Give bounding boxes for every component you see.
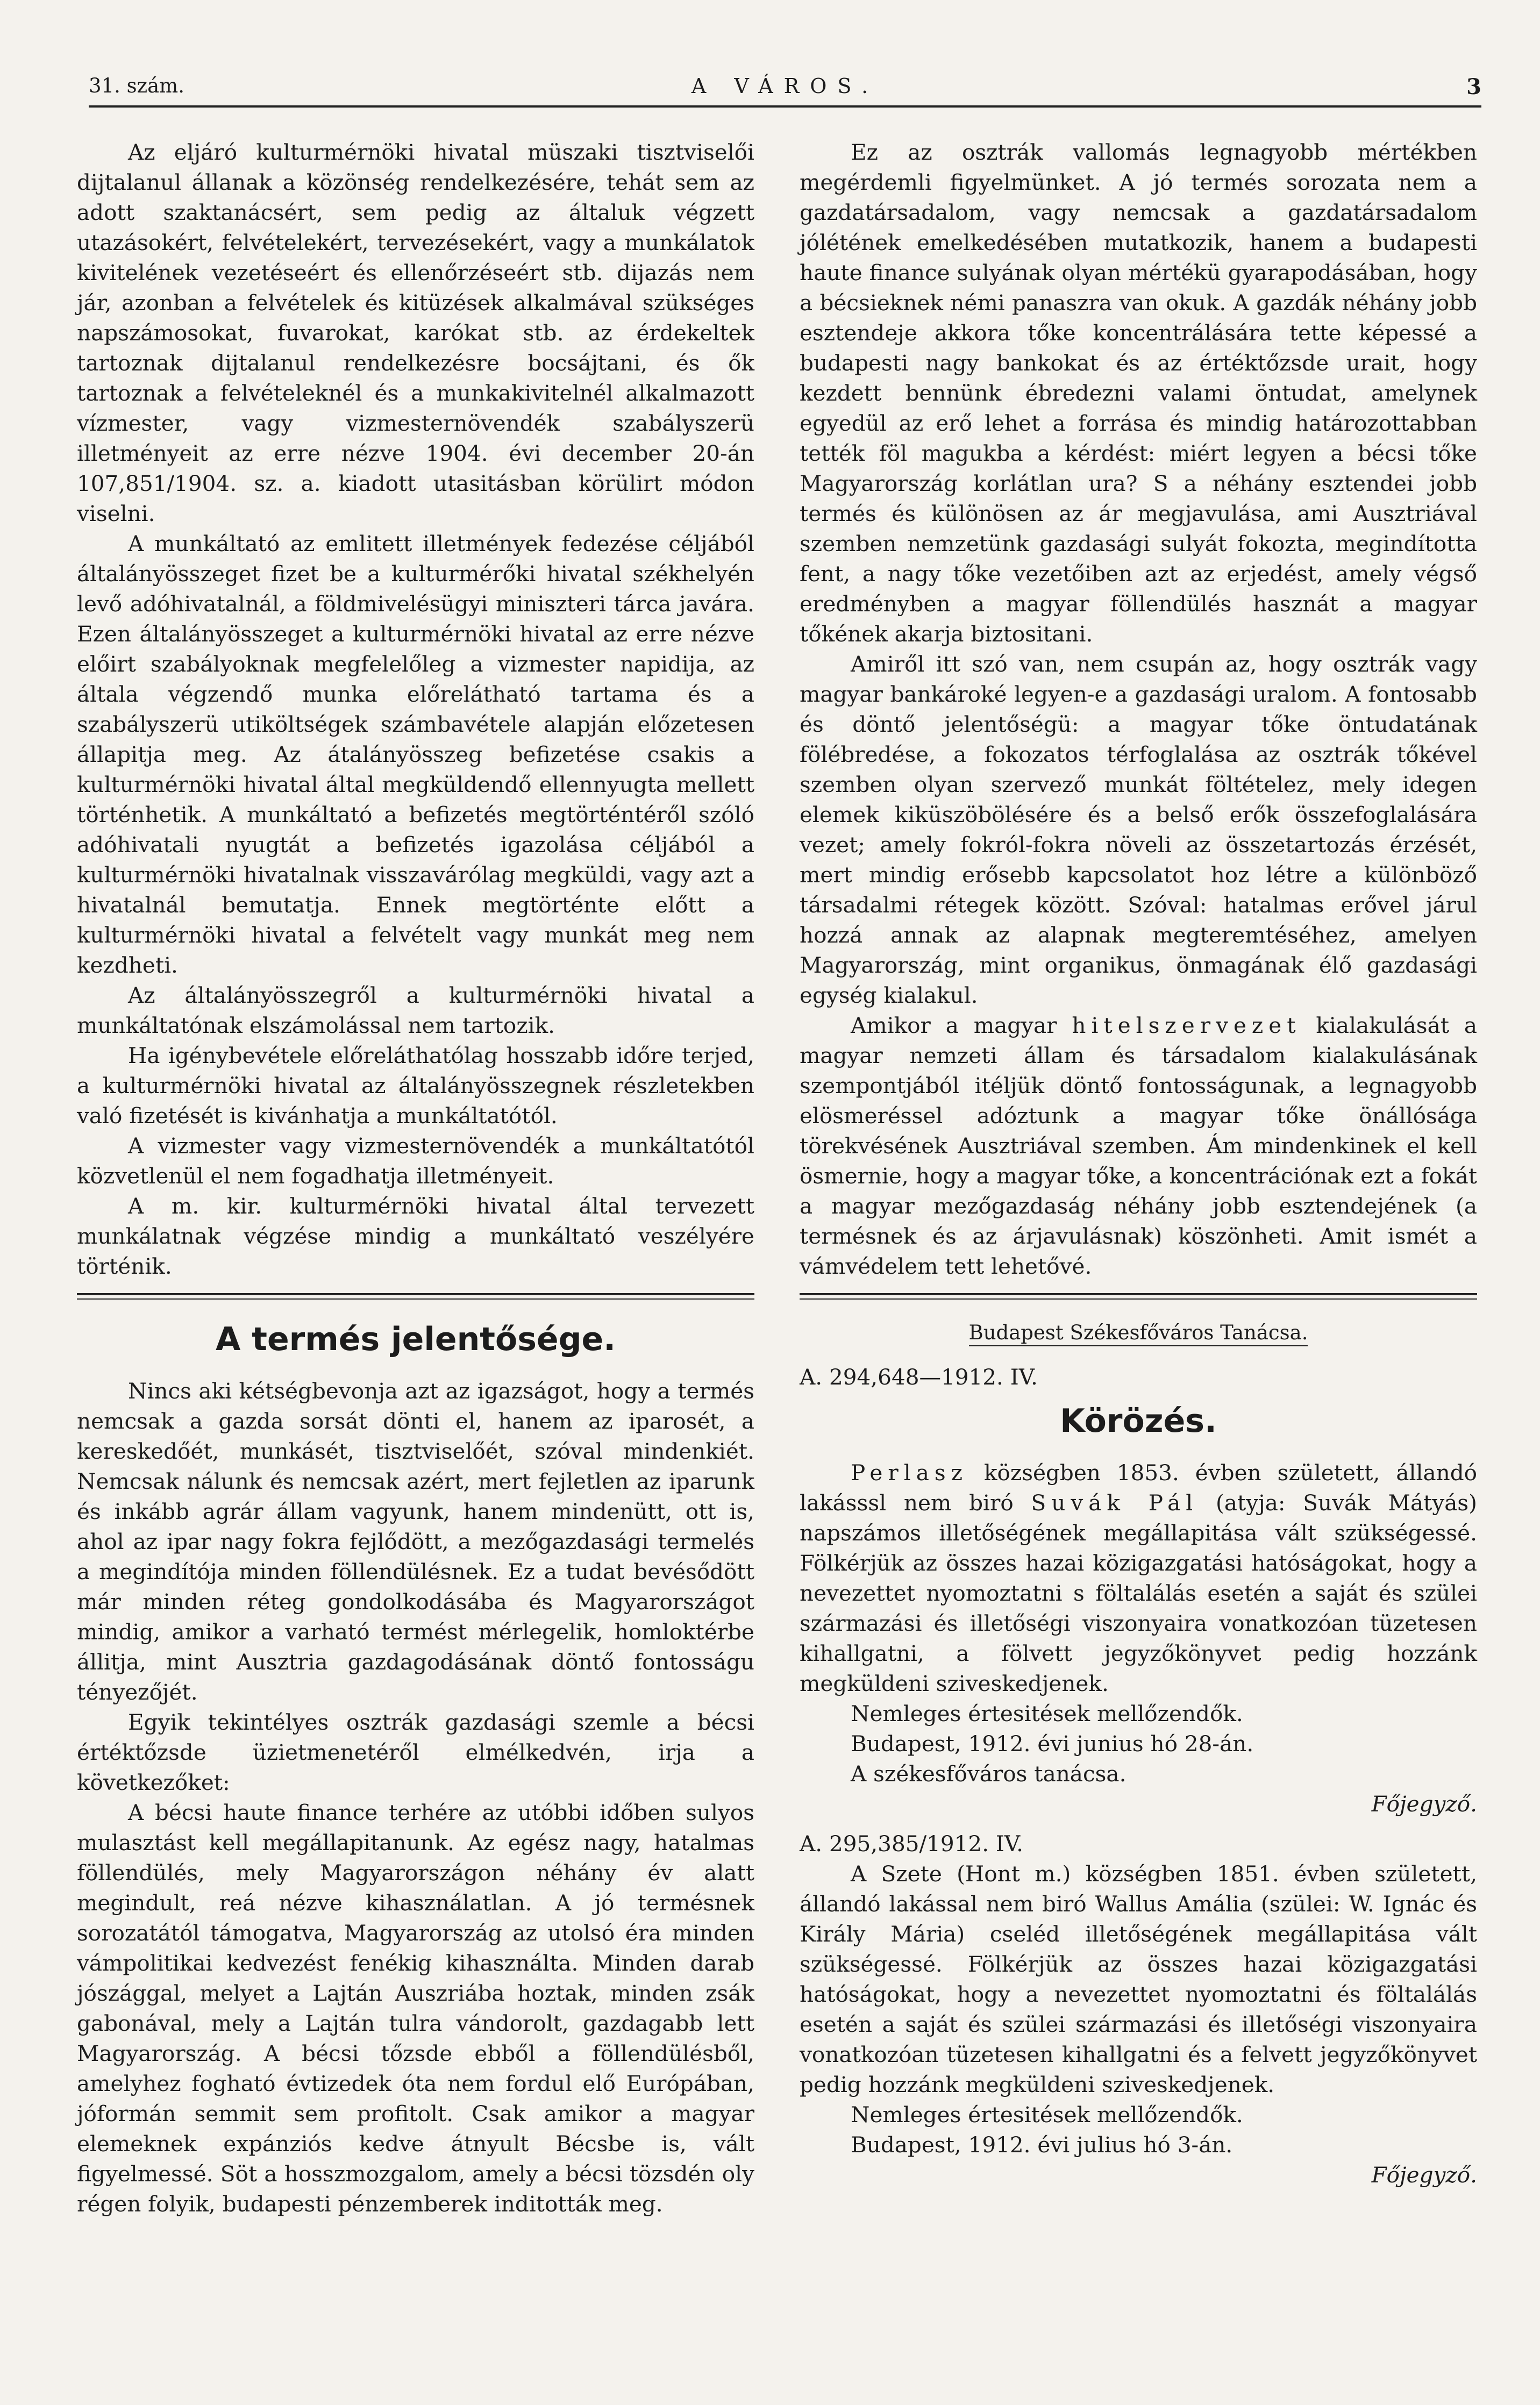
paragraph: Amiről itt szó van, nem csupán az, hogy osztrák vagy magyar bankároké legyen-e a gazdasági uralom. A fontosabb és döntő jelentőségü: a magyar tőke öntudatának fölébredése, a fokozatos térfoglalása az osztrák tőkével szemben olyan szervező munkát föltételez, mely idegen elemek kiküszöbölésére és a belső erők összefoglalására vezet; amely fokról-fokra növeli az összetartozás érzését, mert mindig erősebb kapcsolatot hoz létre a különböző társadalmi rétegek között. Szóval: hatalmas erővel járul hozzá annak az alapnak megteremtéséhez, amelyen Magyarország, mint organikus, önmagának élő gazdasági egység kialakul. bbox=[800, 651, 1477, 1008]
person-name: Suvák Pál bbox=[1031, 1490, 1199, 1516]
left-column bbox=[77, 137, 754, 2219]
paragraph: A munkáltató az emlitett illetmények fedezése céljából általányösszeget fizet be a kulturmérőki hivatal székhelyén levő adóhivatalnál, a földmivelésügyi miniszteri tárca javára. Ezen általányösszeget a kulturmérnöki hivatal az erre nézve előirt szabályoknak megfelelőleg a vizmester napidija, az általa végzendő munka előrelátható tartama és a szabályszerü utiköltségek számbavétele alapján előzetesen állapitja meg. Az átalányösszeg befizetése csakis a kulturmérnöki hivatal által megküldendő ellennyugta mellett történhetik. A munkáltató a befizetés megtörténtéről szóló adóhivatali nyugtát a befizetés igazolása céljából a kulturmérnöki hivatalnak visszavárólag megküldi, vagy azt a hivatalnál bemutatja. Ennek megtörténte előtt a kulturmérnöki hivatal a felvételt vagy munkát meg nem kezdheti. bbox=[77, 531, 754, 978]
signature: Főjegyző. bbox=[1371, 2162, 1477, 2188]
place-name: Perlasz bbox=[851, 1460, 968, 1486]
section-divider-thin bbox=[77, 1298, 754, 1300]
paragraph: A vizmester vagy vizmesternövendék a munkáltatótól közvetlenül el nem fogadhatja illetményeit. bbox=[77, 1133, 754, 1189]
paragraph: Egyik tekintélyes osztrák gazdasági szemle a bécsi értéktőzsde üzietmenetéről elmélkedvén, irja a következőket: bbox=[77, 1709, 754, 1795]
page-header bbox=[89, 74, 1481, 106]
paragraph: Az eljáró kulturmérnöki hivatal müszaki tisztviselői dijtalanul állanak a közönség rendelkezésére, tehát sem az adott szaktanácsért, sem pedig az általuk végzett utazásokért, felvételekért, tervezésekért, vagy a munkálatok kivitelének vezetéseért és ellenőrzéseért stb. dijazás nem jár, azonban a felvételek és kitüzések alkalmával szükséges napszámosokat, fuvarokat, karókat stb. az érdekeltek tartoznak dijtalanul rendelkezésre bocsájtani, és ők tartoznak a felvételeknél és a munkakivitelnél alkalmazott vízmester, vagy vizmesternövendék szabályszerü illetményeit az erre nézve 1904. évi december 20-án 107,851/1904. sz. a. kiadott utasitásban körülirt módon viselni. bbox=[77, 139, 754, 526]
paragraph: Nemleges értesitések mellőzendők. bbox=[851, 2102, 1243, 2128]
right-column bbox=[800, 137, 1477, 2190]
paragraph: A m. kir. kulturmérnöki hivatal által tervezett munkálatnak végzése mindig a munkáltató veszélyére történik. bbox=[77, 1193, 754, 1279]
article-heading: A termés jelentősége. bbox=[215, 1321, 616, 1358]
paragraph bbox=[800, 1010, 1477, 1281]
notice-heading: Körözés. bbox=[1060, 1402, 1217, 1440]
paragraph: Budapest, 1912. évi junius hó 28-án. bbox=[851, 1731, 1254, 1757]
header-rule bbox=[89, 105, 1481, 108]
paragraph: Az általányösszegről a kulturmérnöki hivatal a munkáltatónak elszámolással nem tartozik. bbox=[77, 982, 754, 1038]
text-run: községben 1853. évben született, állandó lakásssl nem biró bbox=[800, 1460, 1477, 1516]
section-divider-thin bbox=[800, 1298, 1477, 1300]
emphasized-term: hitelszervezet bbox=[1072, 1012, 1301, 1038]
paragraph: Ez az osztrák vallomás legnagyobb mértékben megérdemli figyelmünket. A jó termés sorozata nem a gazdatársadalom, vagy nemcsak a gazdatársadalom jólétének emelkedésében mutatkozik, hanem a budapesti haute finance sulyának olyan mértékü gyarapodásában, hogy a bécsieknek némi panaszra van okuk. A gazdák néhány jobb esztendeje akkora tőke koncentrálására tette képessé a budapesti nagy bankokat és az értéktőzsde urait, hogy kezdett bennünk ébredezni valami öntudat, amelynek egyedül az erő lehet a forrása és mindig határozottabban tették föl magukba a kérdést: miért legyen a bécsi tőke Magyarország korlátlan ura? S a néhány esztendei jobb termés és különösen az ár megjavulása, ami Ausztriával szemben nemzetünk gazdasági sulyát fokozta, megindította fent, a nagy tőke vezetőiben azt az erjedést, amely végső eredményben a magyar föllendülés hasznát a magyar tőkének akarja biztositani. bbox=[800, 139, 1477, 647]
paragraph: Nincs aki kétségbevonja azt az igazságot, hogy a termés nemcsak a gazda sorsát dönti el, hanem az iparosét, a kereskedőét, munkásét, tisztviselőét, szóval mindenkiét. Nemcsak nálunk és nemcsak azért, mert fejletlen az iparunk és inkább agrár állam vagyunk, hanem mindenütt, ott is, ahol az ipar nagy fokra fejlődött, a mezőgazdasági termelés a megindítója minden föllendülésnek. Ez a tudat bevésődött már minden réteg gondolkodásába és Magyarországot mindig, amikor a varható termést mérlegelik, homloktérbe állitja, mint Ausztria gazdagodásának döntő fontosságu tényezőjét. bbox=[77, 1378, 754, 1705]
paragraph bbox=[800, 1458, 1477, 1699]
reference-number: A. 295,385/1912. IV. bbox=[800, 1831, 1023, 1857]
issue-number: 31. szám. bbox=[89, 74, 184, 97]
paragraph: Nemleges értesitések mellőzendők. bbox=[851, 1701, 1243, 1726]
reference-number: A. 294,648—1912. IV. bbox=[800, 1364, 1038, 1390]
signature: Főjegyző. bbox=[1371, 1791, 1477, 1817]
newspaper-title: A VÁROS. bbox=[691, 74, 879, 98]
paragraph: A bécsi haute finance terhére az utóbbi időben sulyos mulasztást kell megállapitanunk. Az egész nagy, hatalmas föllendülés, mely Magyarországon néhány év alatt megindult, reá nézve kihasználatlan. A jó termésnek sorozatától támogatva, Magyarország az utolsó éra minden vámpolitikai kedvezést fenékig kihasználta. Minden darab jószággal, melyet a Lajtán Auszriába hoztak, minden zsák gabonával, mely a Lajtán tulra vándorolt, gazdagabb lett Magyarország. A bécsi tőzsde ebből a föllendülésből, amelyhez fogható évtizedek óta nem fordul elő Európában, jóformán semmit sem profitolt. Csak amikor a magyar elemeknek expánziós kedve átnyult Bécsbe is, vált figyelmessé. Söt a hosszmozgalom, amely a bécsi tözsdén oly régen folyik, budapesti pénzemberek inditották meg. bbox=[77, 1800, 754, 2217]
paragraph: A székesfőváros tanácsa. bbox=[851, 1761, 1127, 1787]
text-run: Amikor a magyar bbox=[851, 1012, 1072, 1038]
council-heading bbox=[800, 1318, 1477, 1348]
section-divider bbox=[800, 1293, 1477, 1295]
council-name: Budapest Székesfőváros Tanácsa. bbox=[969, 1321, 1308, 1346]
section-divider bbox=[77, 1293, 754, 1295]
page-number: 3 bbox=[1466, 74, 1481, 99]
paragraph: A Szete (Hont m.) községben 1851. évben született, állandó lakással nem biró Wallus Amália (szülei: W. Ignác és Király Mária) cseléd illetőségének megállapitása vált szükségessé. Fölkérjük az összes hazai közigazgatási hatóságokat, hogy a nevezettet nyomoztatni és föltalálás esetén a saját és szülei származási és illetőségi viszonyaira vonatkozóan tüzetesen kihallgatni és a felvett jegyzőkönyvet pedig hozzánk megküldeni sziveskedjenek. bbox=[800, 1861, 1477, 2097]
paragraph: Ha igénybevétele előreláthatólag hosszabb időre terjed, a kulturmérnöki hivatal az általányösszegnek részletekben való fizetését is kivánhatja a munkáltatótól. bbox=[77, 1043, 754, 1129]
text-run: kialakulását a magyar nemzeti állam és társadalom kialakulásának szempontjából itéljük döntő fontosságunak, a legnagyobb elösmeréssel adóztunk a magyar tőke önállósága törekvésének Ausztriával szemben. Ám mindenkinek el kell ösmernie, hogy a magyar tőke, a koncentrációnak ezt a fokát a magyar mezőgazdaság néhány jobb esztendejének (a termésnek és az árjavulásnak) köszönheti. Amit ismét a vámvédelem tett lehetővé. bbox=[800, 1012, 1477, 1279]
text-run: (atyja: Suvák Mátyás) napszámos illetőségének megállapitása vált szükségessé. Fölkérjük az összes hazai közigazgatási hatóságokat, hogy a nevezettet nyomoztatni s föltalálás esetén a saját és szülei származási és illetőségi viszonyaira vonatkozóan tüzetesen kihallgatni, a fölvett jegyzőkönyvet pedig hozzánk megküldeni sziveskedjenek. bbox=[800, 1490, 1477, 1696]
paragraph: Budapest, 1912. évi julius hó 3-án. bbox=[851, 2132, 1233, 2158]
